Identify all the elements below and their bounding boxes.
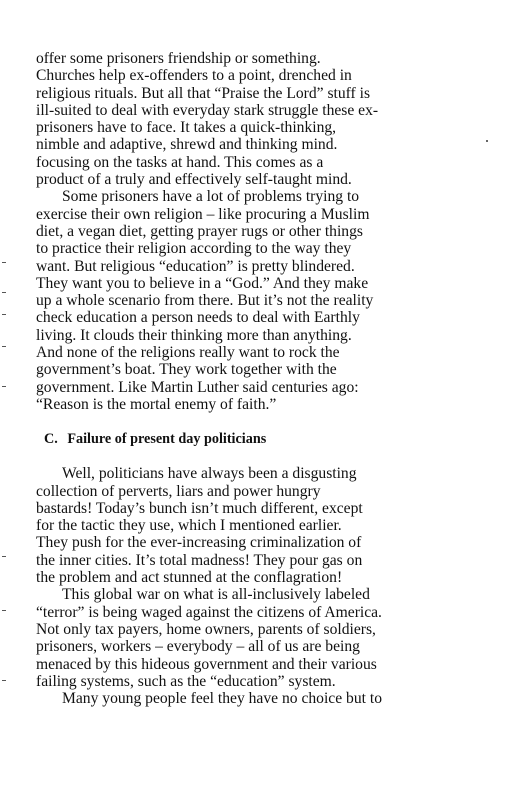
text-line: exercise their own religion – like procuring a Muslim bbox=[36, 205, 370, 223]
text-line: They want you to believe in a “God.” And they make bbox=[36, 274, 369, 292]
text-line: offer some prisoners friendship or something. bbox=[36, 50, 321, 67]
text-line: for the tactic they use, which I mentioned earlier. bbox=[36, 517, 342, 535]
scan-speck bbox=[2, 680, 6, 681]
text-line: check education a person needs to deal with Earthly bbox=[36, 309, 360, 327]
text-line: Well, politicians have always been a disgusting bbox=[62, 465, 357, 483]
text-line: the problem and act stunned at the conflagration! bbox=[36, 569, 343, 587]
section-letter: C. bbox=[44, 431, 58, 448]
text-line: diet, a vegan diet, getting prayer rugs or other things bbox=[36, 222, 363, 240]
paragraph-young-people bbox=[36, 690, 476, 707]
scan-speck bbox=[2, 610, 6, 611]
text-line: nimble and adaptive, shrewd and thinking mind. bbox=[36, 136, 338, 154]
scan-speck bbox=[2, 262, 6, 263]
document-page bbox=[36, 50, 476, 707]
scan-speck bbox=[2, 386, 6, 387]
paragraph-politicians bbox=[36, 465, 476, 586]
paragraph-terror bbox=[36, 586, 476, 690]
text-line: They push for the ever-increasing criminalization of bbox=[36, 534, 362, 552]
text-line: the inner cities. It’s total madness! They pour gas on bbox=[36, 551, 363, 569]
text-line: ill-suited to deal with everyday stark struggle these ex- bbox=[36, 101, 379, 119]
text-line: prisoners have to face. It takes a quick-thinking, bbox=[36, 119, 337, 137]
scan-speck bbox=[2, 556, 6, 557]
text-line: Some prisoners have a lot of problems trying to bbox=[62, 188, 360, 206]
text-line: living. It clouds their thinking more than anything. bbox=[36, 326, 352, 344]
text-line: focusing on the tasks at hand. This comes as a bbox=[36, 153, 324, 171]
text-line: failing systems, such as the “education” system. bbox=[36, 672, 336, 690]
scan-speck bbox=[2, 292, 6, 293]
text-line: And none of the religions really want to rock the bbox=[36, 344, 340, 362]
text-line: to practice their religion according to the way they bbox=[36, 240, 352, 258]
text-line: government. Like Martin Luther said centuries ago: bbox=[36, 378, 359, 396]
scan-speck bbox=[2, 346, 6, 347]
section-heading bbox=[36, 430, 476, 448]
text-line: menaced by this hideous government and their various bbox=[36, 655, 377, 673]
paragraph-religion bbox=[36, 188, 476, 413]
text-line: bastards! Today’s bunch isn’t much different, except bbox=[36, 499, 363, 517]
text-line: collection of perverts, liars and power hungry bbox=[36, 482, 321, 500]
text-line: “Reason is the mortal enemy of faith.” bbox=[36, 395, 277, 413]
text-line: This global war on what is all-inclusively labeled bbox=[62, 586, 370, 604]
scan-speck bbox=[486, 140, 488, 142]
text-line: religious rituals. But all that “Praise the Lord” stuff is bbox=[36, 84, 371, 102]
text-line: Not only tax payers, home owners, parents of soldiers, bbox=[36, 620, 376, 638]
text-line: Churches help ex-offenders to a point, drenched in bbox=[36, 67, 352, 85]
paragraph-churches bbox=[36, 50, 476, 188]
text-line: want. But religious “education” is pretty blindered. bbox=[36, 257, 355, 275]
text-line: up a whole scenario from there. But it’s not the reality bbox=[36, 292, 374, 310]
scan-speck bbox=[2, 314, 6, 315]
text-line: product of a truly and effectively self-taught mind. bbox=[36, 171, 352, 189]
text-line: government’s boat. They work together with the bbox=[36, 361, 337, 379]
text-line: prisoners, workers – everybody – all of us are being bbox=[36, 638, 360, 656]
text-line: “terror” is being waged against the citizens of America. bbox=[36, 603, 382, 621]
text-line: Many young people feel they have no choice but to bbox=[62, 690, 383, 708]
section-title: Failure of present day politicians bbox=[67, 431, 267, 448]
